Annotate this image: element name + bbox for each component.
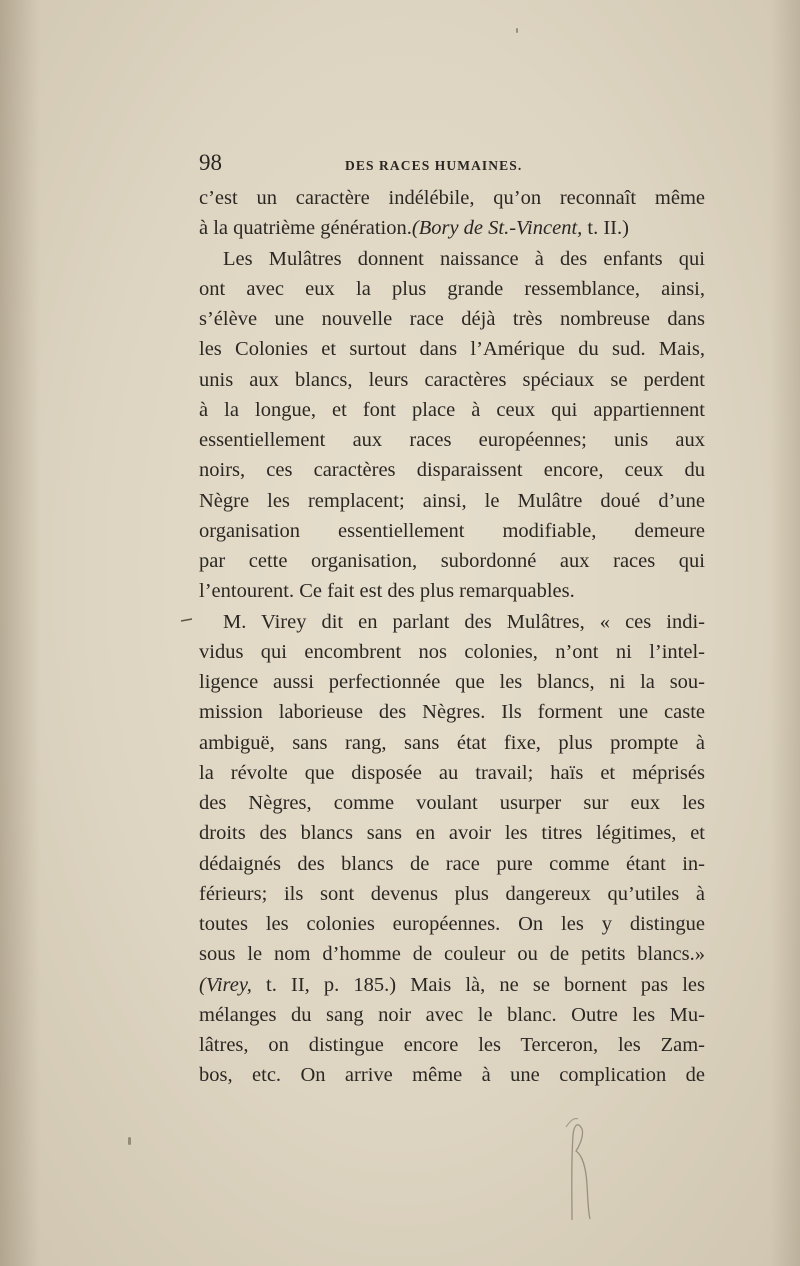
body-text [199,183,705,1091]
text-line: sous le nom d’homme de couleur ou de petits blancs.» [199,943,705,966]
paper-speck [516,28,518,33]
text-line: ambiguë, sans rang, sans état fixe, plus prompte à [199,731,705,754]
text-line: férieurs; ils sont devenus plus dangereux qu’utiles à [199,882,705,905]
text-line: les Colonies et surtout dans l’Amérique du sud. Mais, [199,338,705,361]
text-line: (Virey, t. II, p. 185.) Mais là, ne se bornent pas les [199,973,705,996]
text-line: noirs, ces caractères disparaissent encore, ceux du [199,459,705,482]
text-line: lâtres, on distingue encore les Terceron, les Zam- [199,1034,705,1056]
text-line: bos, etc. On arrive même à une complication de [199,1064,705,1087]
text-line: vidus qui encombrent nos colonies, n’ont ni l’intel- [199,640,705,663]
citation: (Bory de St.-Vincent, [411,217,583,240]
running-head: DES RACES HUMAINES. [345,158,523,173]
text-line: des Nègres, comme voulant usurper sur eux les [199,792,705,814]
text-line: par cette organisation, subordonné aux races qui [199,550,705,572]
text-line: s’élève une nouvelle race déjà très nombreuse dans [199,308,705,330]
citation: (Virey, [199,973,252,996]
text-line: essentiellement aux races européennes; unis aux [199,429,705,451]
text-line: ligence aussi perfectionnée que les blancs, ni la sou- [199,671,705,693]
text-line: Les Mulâtres donnent naissance à des enfants qui [223,247,705,270]
text-line: l’entourent. Ce fait est des plus remarquables. [199,580,575,603]
paper-speck [128,1137,131,1145]
text-line: dédaignés des blancs de race pure comme étant in- [199,852,705,875]
text-line: Nègre les remplacent; ainsi, le Mulâtre doué d’une [199,489,705,512]
text-line: à la longue, et font place à ceux qui appartiennent [199,398,705,421]
text-line: la révolte que disposée au travail; haïs et méprisés [199,761,705,784]
text-line: unis aux blancs, leurs caractères spéciaux se perdent [199,368,705,391]
text-line: à la quatrième génération.(Bory de St.-Vincent, t. II.) [199,217,629,240]
text-line: M. Virey dit en parlant des Mulâtres, « ces indi- [223,610,705,633]
text-line: organisation essentiellement modifiable, demeure [199,519,705,542]
page-header [199,150,704,186]
margin-pencil-dash [180,617,194,623]
text-line: mission laborieuse des Nègres. Ils forment une caste [199,701,705,724]
page-number: 98 [199,150,222,175]
text-line: c’est un caractère indélébile, qu’on reconnaît même [199,187,705,209]
text-line: ont avec eux la plus grande ressemblance, ainsi, [199,277,705,300]
text-line: mélanges du sang noir avec le blanc. Outre les Mu- [199,1003,705,1026]
page-edge-shadow [770,0,800,1266]
binding-shadow [0,0,40,1266]
text-line: toutes les colonies européennes. On les y distingue [199,913,705,935]
pencil-annotation-mark [560,1115,600,1225]
text-line: droits des blancs sans en avoir les titres légitimes, et [199,822,705,845]
